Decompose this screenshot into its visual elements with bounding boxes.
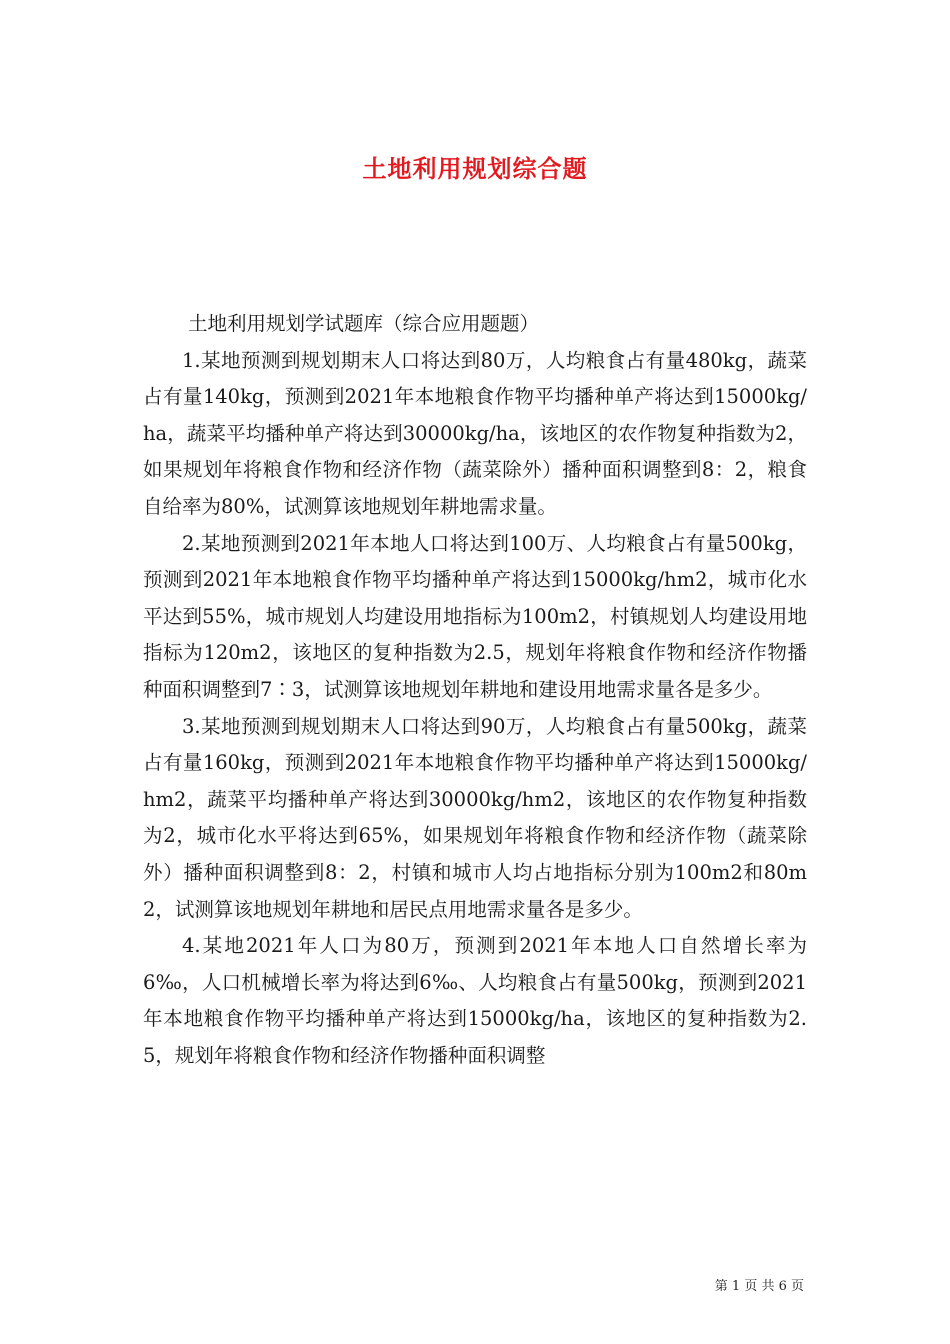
question-1: 1.某地预测到规划期末人口将达到80万，人均粮食占有量480kg，蔬菜占有量140kg，预测到2021年本地粮食作物平均播种单产将达到15000kg/ha，蔬菜平均播种单产将达到30000kg/ha，该地区的农作物复种指数为2，如果规划年将粮食作物和经济作物（蔬菜除外）播种面积调整到8：2，粮食自给率为80%，试测算该地规划年耕地需求量。 — [143, 348, 807, 518]
question-3: 3.某地预测到规划期末人口将达到90万，人均粮食占有量500kg，蔬菜占有量160kg，预测到2021年本地粮食作物平均播种单产将达到15000kg/hm2，蔬菜平均播种单产将达到30000kg/hm2，该地区的农作物复种指数为2，城市化水平将达到65%，如果规划年将粮食作物和经济作物（蔬菜除外）播种面积调整到8：2，村镇和城市人均占地指标分别为100m2和80m2，试测算该地规划年耕地和居民点用地需求量各是多少。 — [143, 714, 807, 921]
page-number: 第 1 页 共 6 页 — [714, 1279, 804, 1294]
question-2: 2.某地预测到2021年本地人口将达到100万、人均粮食占有量500kg，预测到2021年本地粮食作物平均播种单产将达到15000kg/hm2，城市化水平达到55%，城市规划人均建设用地指标为100m2，村镇规划人均建设用地指标为120m2，该地区的复种指数为2.5，规划年将粮食作物和经济作物播种面积调整到7∶3，试测算该地规划年耕地和建设用地需求量各是多少。 — [143, 531, 807, 701]
document-body — [143, 306, 807, 1074]
document-subtitle: 土地利用规划学试题库（综合应用题题） — [188, 312, 540, 335]
question-4: 4.某地2021年人口为80万，预测到2021年本地人口自然增长率为6‰，人口机械增长率为将达到6‰、人均粮食占有量500kg，预测到2021年本地粮食作物平均播种单产将达到15000kg/ha，该地区的复种指数为2.5，规划年将粮食作物和经济作物播种面积调整 — [143, 934, 807, 1067]
document-title: 土地利用规划综合题 — [362, 154, 588, 184]
